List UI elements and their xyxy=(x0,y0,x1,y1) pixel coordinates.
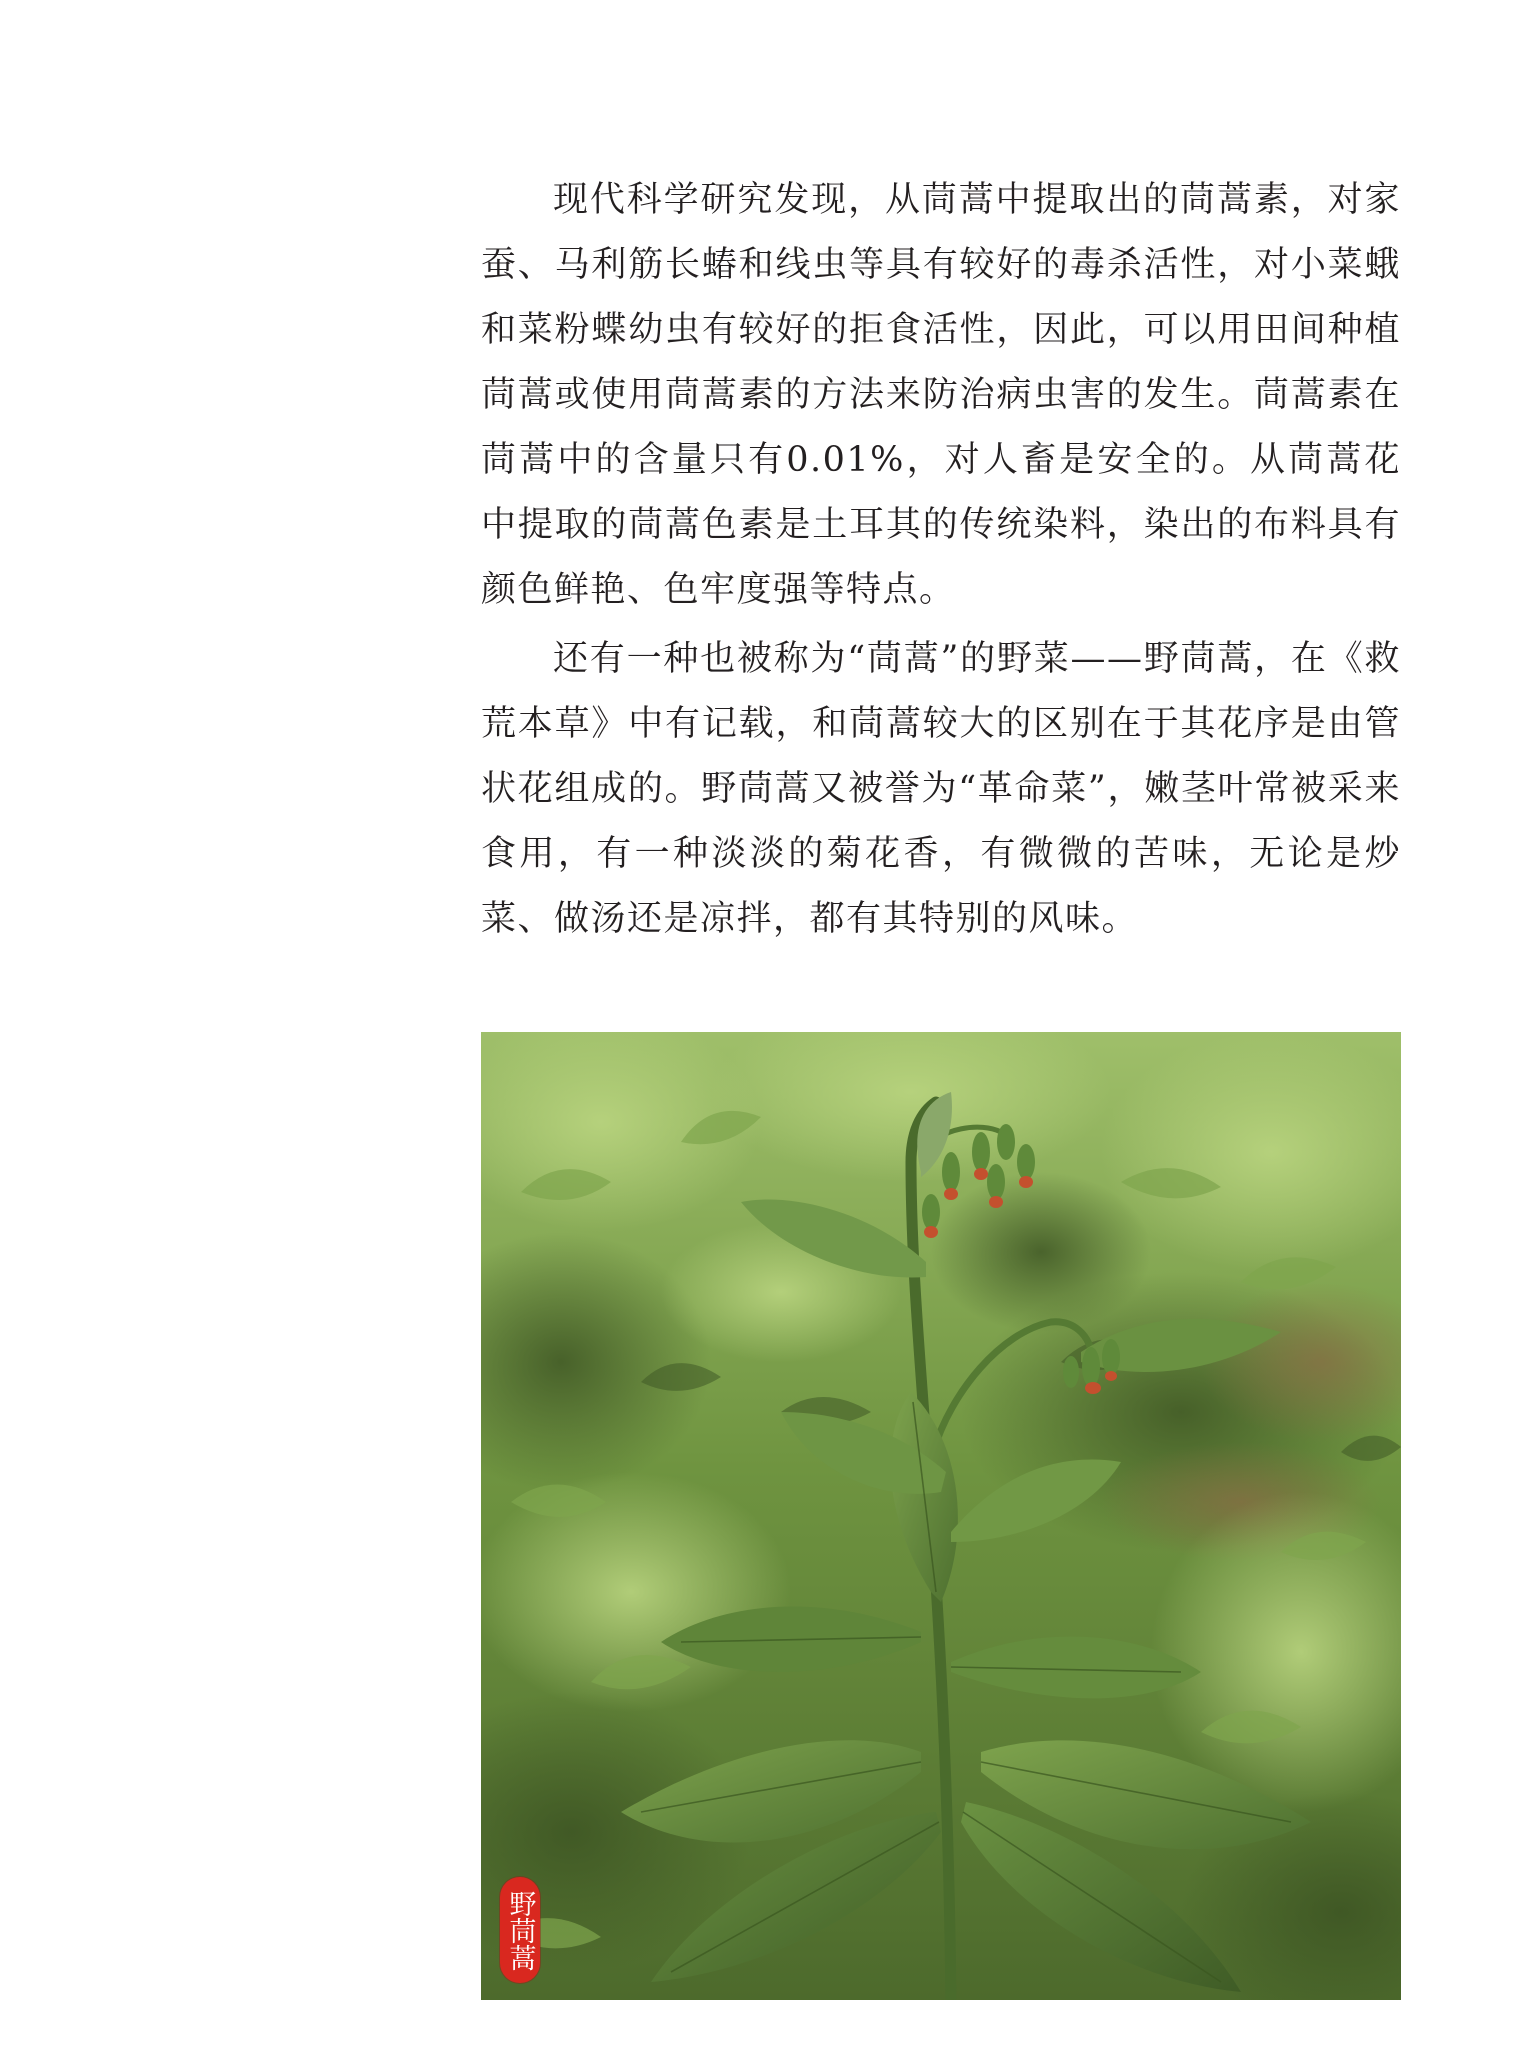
caption-seal xyxy=(500,1877,540,1983)
paragraph-1: 现代科学研究发现，从茼蒿中提取出的茼蒿素，对家蚕、马利筋长蝽和线虫等具有较好的毒杀活性，对小菜蛾和菜粉蝶幼虫有较好的拒食活性，因此，可以用田间种植茼蒿或使用茼蒿素的方法来防治病虫害的发生。茼蒿素在茼蒿中的含量只有0.01%，对人畜是安全的。从茼蒿花中提取的茼蒿色素是土耳其的传统染料，染出的布料具有颜色鲜艳、色牢度强等特点。 xyxy=(481,180,1401,610)
wild-crassocephalum-photo xyxy=(481,1032,1401,2000)
paragraph-2: 还有一种也被称为“茼蒿”的野菜——野茼蒿，在《救荒本草》中有记载，和茼蒿较大的区别在于其花序是由管状花组成的。野茼蒿又被誉为“革命菜”，嫩茎叶常被采来食用，有一种淡淡的菊花香，有微微的苦味，无论是炒菜、做汤还是凉拌，都有其特别的风味。 xyxy=(481,639,1401,939)
article-text xyxy=(481,168,1401,956)
caption-seal-text: 野茼蒿 xyxy=(504,1889,536,1971)
plant-illustration xyxy=(481,1032,1401,2000)
